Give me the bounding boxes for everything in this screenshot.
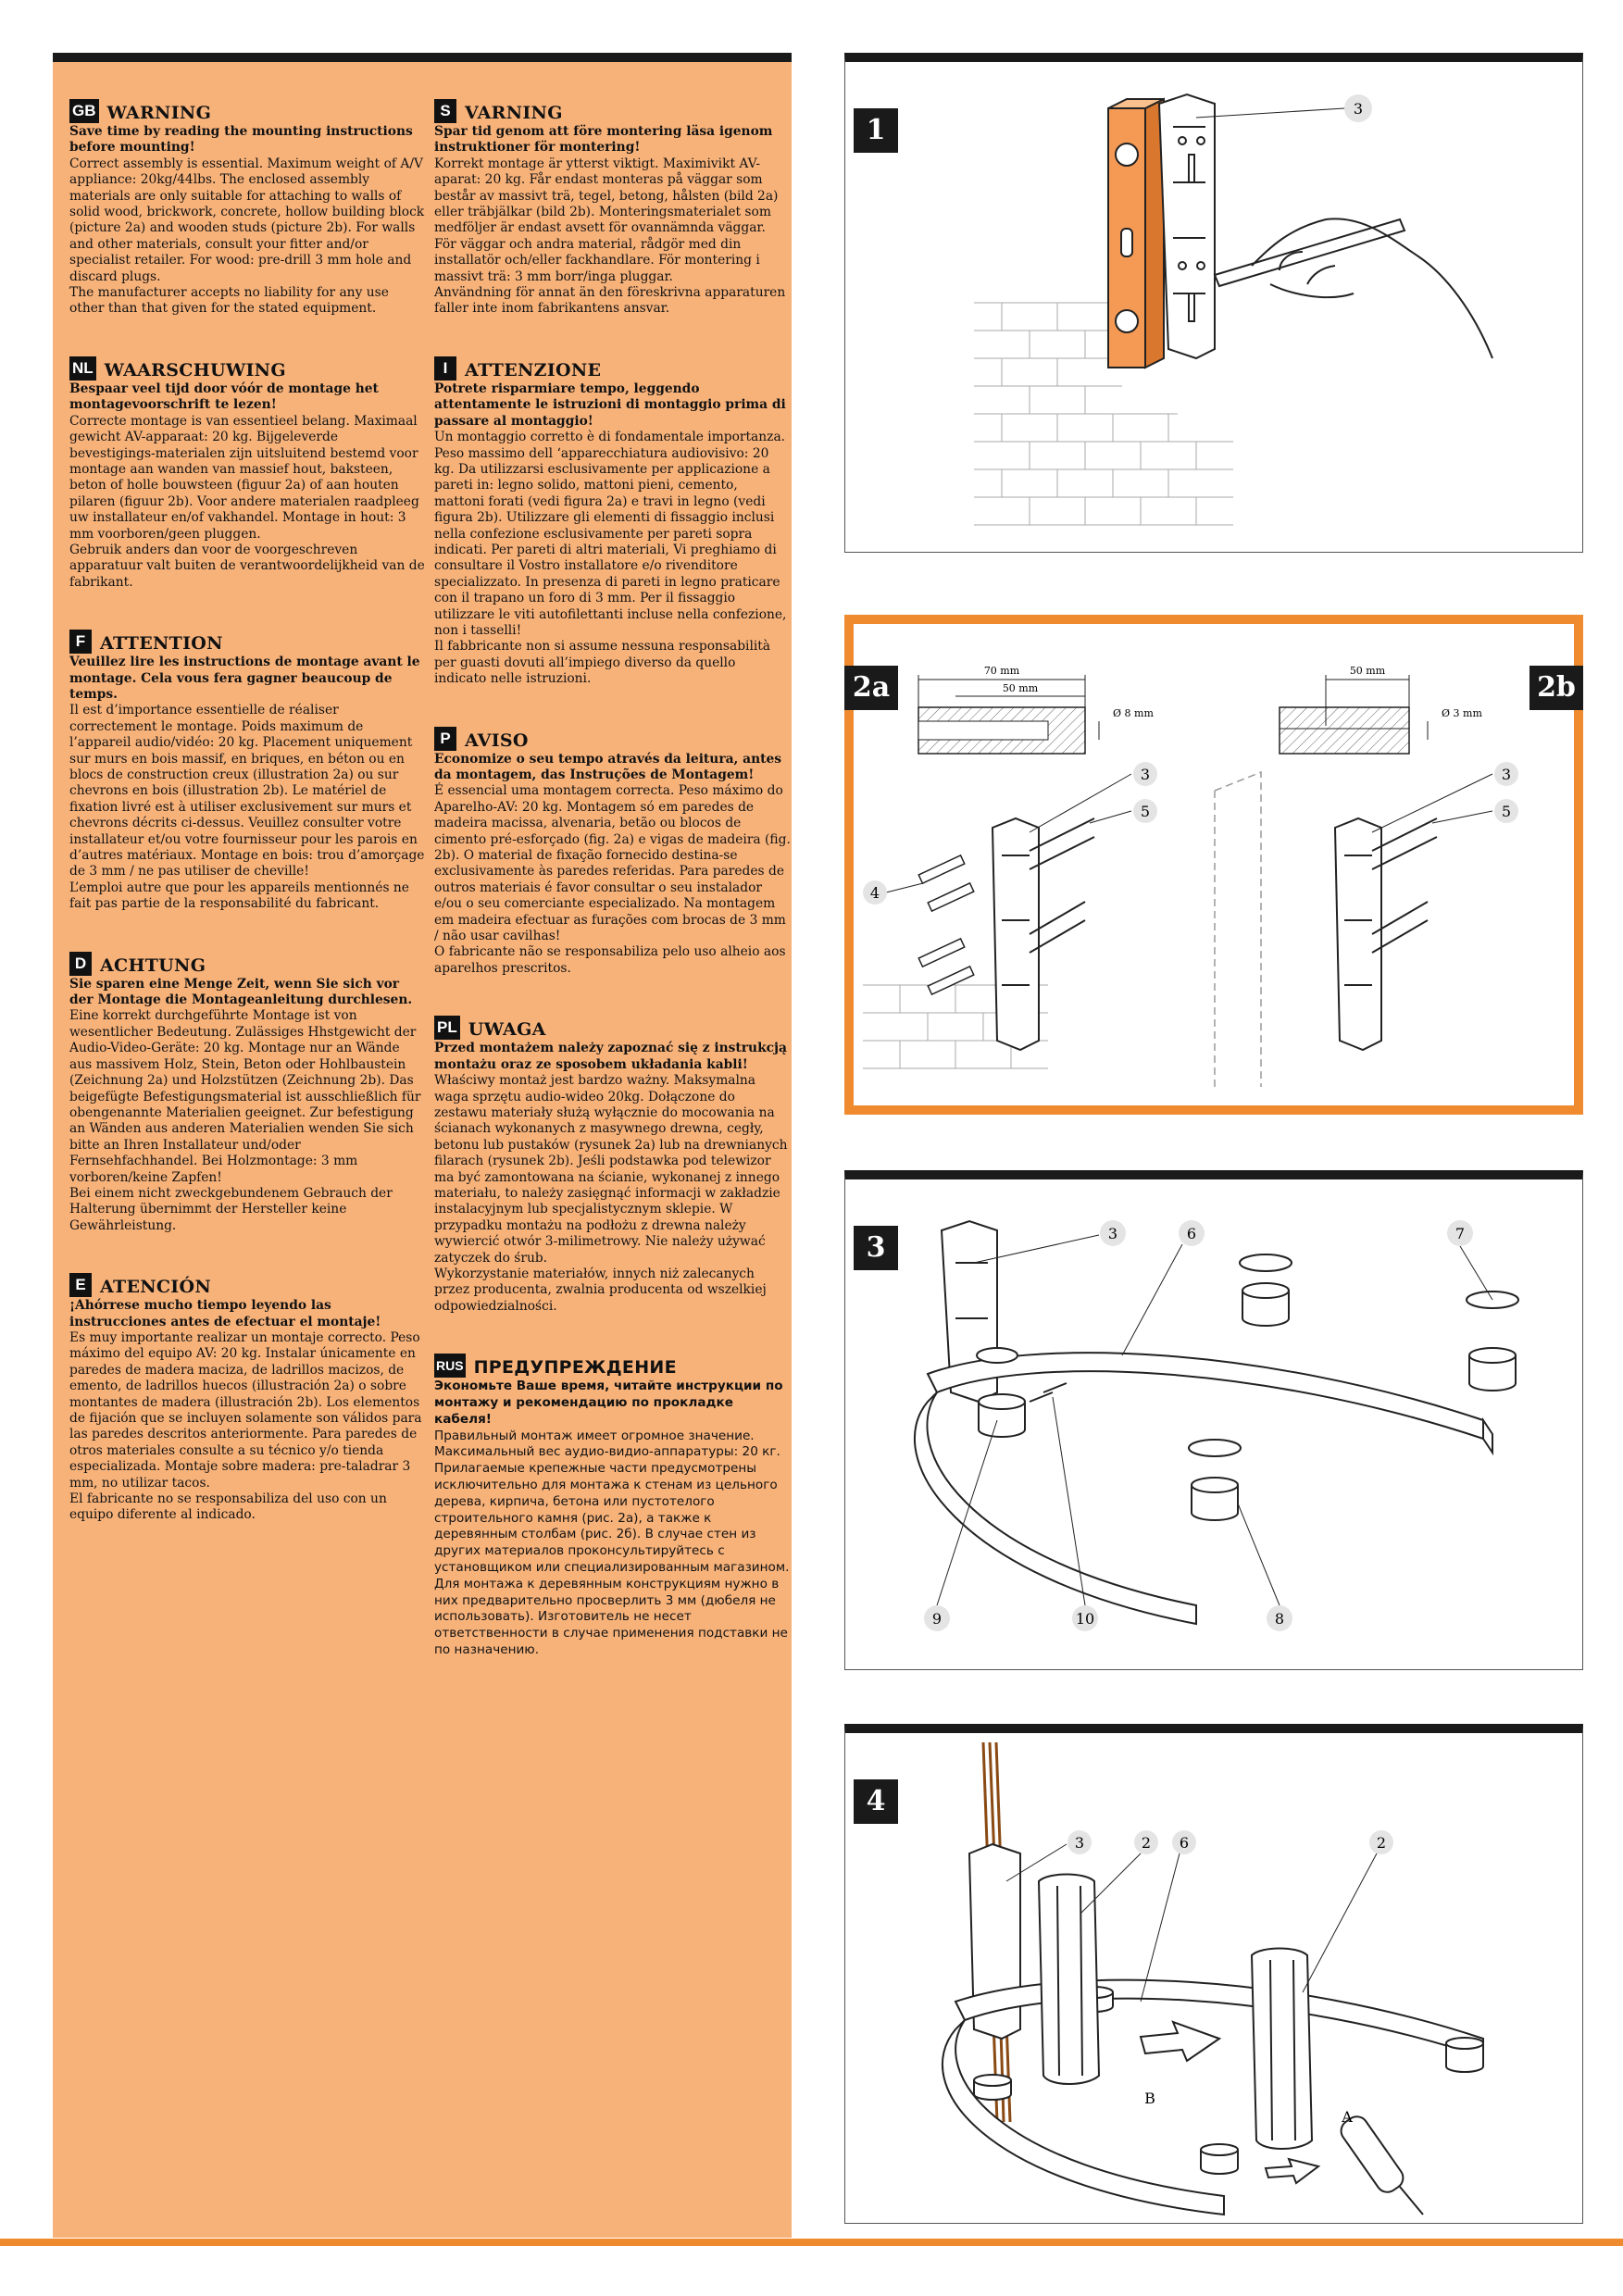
callout-3	[1196, 94, 1372, 122]
cable-cover-b	[1039, 1875, 1099, 2085]
section-body: Es muy importante realizar un montaje correcto. Peso máximo del equipo AV: 20 kg. Instalar únicamente en paredes de madera maciza, de ladrillos macizos, de emento, de ladrillos huecos (illustración 2a) o sobre montantes de madera (illustración 2b). Los elementos de fijación que se incluyen solamente son válidos para las paredes descritos anteriormente. Para paredes de otros materiales consulte a su técnico y/o tienda especializada. Montaje sobre madera: pre-taladrar 3 mm, no utilizar tacos. El fabricante no se responsabiliza del uso con un equipo diferente al indicado.	[69, 1329, 422, 1523]
section-title: ACHTUNG	[100, 955, 206, 976]
svg-text:70 mm: 70 mm	[983, 665, 1020, 677]
section-title: UWAGA	[468, 1019, 546, 1041]
section-title: WAARSCHUWING	[104, 359, 286, 381]
svg-text:3: 3	[1107, 1225, 1118, 1242]
lang-code-badge: F	[69, 630, 92, 654]
callout-7	[1447, 1220, 1492, 1300]
spirit-level	[1108, 99, 1164, 368]
svg-text:3: 3	[1074, 1834, 1085, 1852]
section-body: É essencial uma montagem correcta. Peso máximo do Aparelho-AV: 20 kg. Montagem só em paredes de madeira macissa, alvenaria, betão ou blocos de cimento pré-esforçado (fig. 2a) e vigas de madeira (fig. 2b). O material de fixação fornecido destina-se exclusivamente às paredes referidas. Para paredes de outros materiais é favor consultar o seu instalador e/ou o seu comerciante especializado. Na montagem em madeira efectuar as furações com brocas de 3 mm / não usar cavilhas! O fabricante não se responsabiliza pelo uso alheio aos aparelhos prescritos.	[434, 783, 791, 976]
lang-code-badge: GB	[69, 99, 99, 123]
svg-text:3: 3	[1353, 100, 1364, 118]
section-body: Un montaggio corretto è di fondamentale importanza. Peso massimo dell ‘apparecchiatura audiovisivo: 20 kg. Da utilizzarsi esclusivamente per applicazione a pareti in: legno solido, mattoni pieni, cemento, mattoni forati (vedi figura 2a) e travi in legno (vedi figura 2b). Utilizzare gli elementi di fissaggio inclusi nella confezione esclusivamente per pareti sopra indicati. Per pareti di altri materiali, Vi preghiamo di consultare il Vostro installatore e/o rivenditore specializzato. In presenza di pareti in legno praticare con il trapano un foro di 3 mm. Per il fissaggio utilizzare le viti autofilettanti incluse nella confezione, non i tasselli! Il fabbricante non si assume nessuna responsabilità per guasti dovuti all’impiego diverso da quello indicato nelle istruzioni.	[434, 430, 787, 687]
label-a: A	[1342, 2108, 1353, 2126]
svg-text:7: 7	[1454, 1225, 1466, 1242]
section-s	[434, 97, 791, 318]
section-body: Il est d’importance essentielle de réaliser correctement le montage. Poids maximum de l’appareil audio/vidéo: 20 kg. Placement uniquement sur murs en bois massif, en briques, en béton ou en blocs de construction creux (illustration 2a) ou sur chevrons en bois (illustration 2b). Le matériel de fixation livré est à utiliser exclusivement sur murs et chevrons décrits ci-dessus. Veuillez consulter votre installateur et/ou votre fournisseur pour les parois en d’autres matériaux. Montage en bois: trou d’amorçage de 3 mm / ne pas utiliser de cheville! L’emploi autre que pour les appareils mentionnés ne fait pas partie de la responsabilité du fabricant.	[69, 703, 425, 912]
svg-text:6: 6	[1179, 1834, 1190, 1852]
section-body: Correcte montage is van essentieel belang. Maximaal gewicht AV-apparaat: 20 kg. Bijgeleverde bevestigings-materialen zijn uitsluitend bestemd voor montage aan wanden van massief hout, baksteen, beton of holle bouwsteen (figuur 2a) of aan houten pilaren (figuur 2b). Voor andere materialen raadpleeg uw installateur en/of vakhandel. Montage in hout: 3 mm voorboren/geen pluggen. Gebruik anders dan voor de voorgeschreven apparatuur valt buiten de verantwoordelijkheid van de fabrikant.	[69, 413, 425, 590]
figure-number-2b: 2b	[1529, 666, 1583, 710]
svg-text:5: 5	[1501, 803, 1512, 820]
section-lead: Veuillez lire les instructions de montage avant le montage. Cela vous fera gagner beaucoup de temps.	[69, 655, 420, 702]
figure-2-wall-types	[844, 615, 1583, 1115]
section-body: Eine korrekt durchgeführte Montage ist von wesentlicher Bedeutung. Zulässiges Hhstgewicht der Audio-Video-Geräte: 20 kg. Montage nur an Wände aus massivem Holz, Stein, Beton oder Hohlbaustein (Zeichnung 2a) und Holzstützen (Zeichnung 2b). Das beigefügte Befestigungsmaterial ist ausschließlich für obengenannte Materialien geeignet. Zur befestigung an Wänden aus anderen Materialien wenden Sie sich bitte an Ihren Installateur und/oder Fernsehfachhandel. Bei Holzmontage: 3 mm vorboren/keine Zapfen! Bei einem nicht zweckgebundenem Gebrauch der Halterung übernimmt der Hersteller keine Gewährleistung.	[69, 1008, 421, 1233]
section-title: ATTENZIONE	[465, 359, 602, 381]
figure-2-drawing	[844, 615, 1583, 1115]
figure-number: 1	[854, 108, 898, 153]
section-lead: Economize o seu tempo através da leitura, antes da montagem, das Instruções de Montagem!	[434, 751, 782, 782]
section-lead: ¡Ahórrese mucho tiempo leyendo las instrucciones antes de efectuar el montaje!	[69, 1298, 381, 1329]
figure-3-drawing	[844, 1170, 1583, 1670]
svg-text:Ø 8 mm: Ø 8 mm	[1113, 707, 1154, 719]
lang-code-badge: PL	[434, 1016, 460, 1040]
bracket-2a	[993, 818, 1039, 1050]
callout-6	[1141, 1830, 1196, 2002]
section-f	[69, 628, 426, 913]
section-lead: Bespaar veel tijd door vóór de montage het montagevoorschrift te lezen!	[69, 381, 379, 413]
svg-text:3: 3	[1501, 766, 1512, 783]
callout-8	[1238, 1504, 1292, 1631]
bracket-2b	[1335, 818, 1381, 1050]
figure-4-drawing	[844, 1724, 1583, 2224]
section-p	[434, 725, 791, 978]
warning-column-left	[69, 97, 426, 1550]
callout-5-2a	[1090, 799, 1157, 823]
figure-3-shelf-assembly	[844, 1170, 1583, 1670]
svg-text:9: 9	[931, 1610, 943, 1628]
section-gb	[69, 97, 426, 318]
section-nl	[69, 355, 426, 591]
lang-code-badge: NL	[69, 356, 96, 381]
section-lead: Przed montażem należy zapoznać się z instrukcją montażu oraz ze sposobem układania kabli!	[434, 1041, 787, 1072]
section-rus	[434, 1352, 791, 1659]
svg-text:50 mm: 50 mm	[1349, 665, 1386, 677]
section-title: WARNING	[106, 103, 212, 123]
bottom-accent-bar	[0, 2239, 1623, 2246]
section-title: ПРЕДУПРЕЖДЕНИЕ	[473, 1357, 677, 1379]
svg-text:6: 6	[1186, 1225, 1197, 1242]
callout-3-2b	[1372, 762, 1518, 832]
section-title: ATENCIÓN	[100, 1277, 212, 1298]
section-body: Korrekt montage är ytterst viktigt. Maximivikt AV-aparat: 20 kg. Får endast monteras på väggar som består av massivt trä, tegel, betong, hålsten (bild 2a) eller träbjälkar (bild 2b). Monteringsmaterialet som medföljer är endast avsett för ovannämnda väggar. För väggar och andra material, rådgör med din installatör och/eller fackhandlare. För montering i massivt trä: 3 mm borr/inga pluggar. Användning för annat än den föreskrivna apparaturen faller inte inom fabrikantens ansvar.	[434, 156, 786, 317]
figure-number: 4	[854, 1779, 898, 1824]
svg-text:5: 5	[1140, 803, 1151, 820]
section-lead: Spar tid genom att före montering läsa igenom instruktioner för montering!	[434, 124, 773, 156]
figure-1-marking-holes	[844, 53, 1583, 553]
wall-bracket	[1159, 94, 1215, 358]
section-e	[69, 1271, 426, 1524]
section-lead: Sie sparen eine Menge Zeit, wenn Sie sich vor der Montage die Montageanleitung durchlesen.	[69, 976, 413, 1008]
figure-number-2a: 2a	[844, 666, 898, 710]
section-title: VARNING	[465, 103, 563, 123]
svg-text:Ø 3 mm: Ø 3 mm	[1442, 707, 1482, 719]
pencil-hand	[1215, 218, 1492, 358]
figure-4-cable-covers	[844, 1724, 1583, 2224]
section-i	[434, 355, 791, 688]
callout-2-right	[1303, 1830, 1393, 1992]
section-title: AVISO	[465, 730, 529, 751]
svg-text:4: 4	[869, 884, 880, 902]
callout-6	[1122, 1220, 1205, 1355]
lang-code-badge: RUS	[434, 1354, 466, 1378]
lang-code-badge: E	[69, 1273, 92, 1297]
cable-cover-a	[1252, 1949, 1312, 2150]
section-pl	[434, 1014, 791, 1315]
svg-text:2: 2	[1141, 1834, 1152, 1852]
lang-code-badge: P	[434, 727, 456, 751]
section-2a-dimensions	[918, 665, 1154, 754]
lang-code-badge: S	[434, 99, 456, 123]
section-title: ATTENTION	[100, 633, 223, 655]
svg-text:10: 10	[1075, 1610, 1095, 1628]
section-body: Właściwy montaż jest bardzo ważny. Maksymalna waga sprzętu audio-wideo 20kg. Dołączone do zestawu materiały służą wyłącznie do mocowania na ścianach wykonanych z masywnego drewna, cegły, betonu lub pustaków (rysunek 2a) lub na drewnianych filarach (rysunek 2b). Jeśli podstawka pod telewizor ma być zamontowana na ścianie, wykonanej z innego materiału, to należy zasięgnąć informacji w zakładzie instalacyjnym lub specjalistycznym sklepie. W przypadku montażu na podłożu z drewna należy wywiercić otwór 3-milimetrowy. Nie należy używać zatyczek do śrub. Wykorzystanie materiałów, innych niż zalecanych przez producenta, zwalnia producenta od wszelkiej odpowiedzialności.	[434, 1073, 788, 1314]
figure-1-drawing	[844, 53, 1583, 553]
svg-text:50 mm: 50 mm	[1002, 682, 1039, 694]
warning-panel	[53, 53, 792, 2238]
svg-text:3: 3	[1140, 766, 1151, 783]
lang-code-badge: D	[69, 952, 92, 976]
section-lead: Экономьте Ваше время, читайте инструкции по монтажу и рекомендацию по прокладке кабеля!	[434, 1379, 783, 1427]
section-2b-dimensions	[1280, 665, 1482, 754]
warning-column-right	[434, 97, 791, 1685]
section-body: Correct assembly is essential. Maximum weight of A/V appliance: 20kg/44lbs. The enclosed assembly materials are only suitable for attaching to walls of solid wood, brickwork, concrete, hollow building block (picture 2a) and wooden studs (picture 2b). For walls and other materials, consult your fitter and/or specialist retailer. For wood: pre-drill 3 mm hole and discard plugs. The manufacturer accepts no liability for any use other than that given for the stated equipment.	[69, 156, 425, 317]
figure-number: 3	[854, 1226, 898, 1270]
callout-4-2a	[863, 880, 923, 905]
lang-code-badge: I	[434, 356, 456, 381]
svg-text:2: 2	[1376, 1834, 1387, 1852]
label-b: B	[1144, 2090, 1155, 2107]
section-body: Правильный монтаж имеет огромное значение. Максимальный вес аудио-видио-аппаратуры: 20 кг. Прилагаемые крепежные части предусмотрены исключительно для монтажа к стенам из цельного дерева, кирпича, бетона или пустотелого строительного камня (рис. 2а), а также к деревянным столбам (рис. 2б). В случае стен из других материалов проконсультируйтесь с установщиком или специализированным магазином. Для монтажа к деревянным конструкциям нужно в них предварительно просверлить 3 мм (дюбеля не использовать). Изготовитель не несет ответственности в случае применения подставки не по назначению.	[434, 1428, 790, 1657]
section-d	[69, 950, 426, 1235]
svg-text:8: 8	[1274, 1610, 1285, 1628]
callout-5-2b	[1432, 799, 1518, 823]
section-lead: Save time by reading the mounting instructions before mounting!	[69, 124, 413, 156]
section-lead: Potrete risparmiare tempo, leggendo attentamente le istruzioni di montaggio prima di passare al montaggio!	[434, 381, 786, 429]
